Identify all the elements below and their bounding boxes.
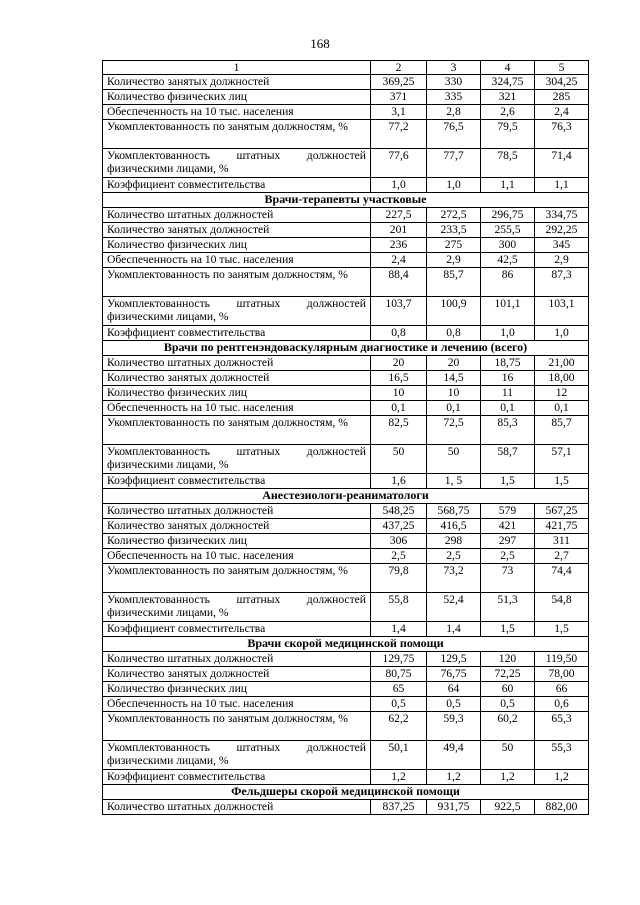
table-row: [103, 741, 589, 770]
column-header: 3: [427, 61, 481, 75]
row-value: 233,5: [427, 223, 481, 238]
row-label: Количество физических лиц: [103, 534, 371, 549]
row-value: 80,75: [371, 667, 427, 682]
row-value: 371: [371, 90, 427, 105]
row-value: 437,25: [371, 519, 427, 534]
row-value: 85,7: [427, 268, 481, 297]
table-row: [103, 712, 589, 741]
table-row: [103, 697, 589, 712]
row-value: 18,75: [481, 356, 535, 371]
row-value: 85,7: [535, 416, 589, 445]
row-value: 421,75: [535, 519, 589, 534]
section-title: Фельдшеры скорой медицинской помощи: [103, 785, 589, 800]
row-value: 2,7: [535, 549, 589, 564]
section-header-row: [103, 489, 589, 504]
table-row: [103, 682, 589, 697]
staffing-table: [102, 60, 589, 815]
row-value: 58,7: [481, 445, 535, 474]
row-label: Количество занятых должностей: [103, 223, 371, 238]
row-value: 86: [481, 268, 535, 297]
row-label: Укомплектованность по занятым должностям, %: [103, 564, 371, 593]
row-value: 62,2: [371, 712, 427, 741]
table-row: [103, 800, 589, 815]
row-value: 837,25: [371, 800, 427, 815]
row-value: 227,5: [371, 208, 427, 223]
row-label: Обеспеченность на 10 тыс. населения: [103, 105, 371, 120]
row-label: Укомплектованность по занятым должностям, %: [103, 712, 371, 741]
row-value: 1,0: [371, 178, 427, 193]
row-value: 85,3: [481, 416, 535, 445]
column-header-row: [103, 61, 589, 75]
row-value: 101,1: [481, 297, 535, 326]
row-value: 2,9: [535, 253, 589, 268]
row-label: Укомплектованность по занятым должностям, %: [103, 416, 371, 445]
row-value: 20: [427, 356, 481, 371]
row-value: 922,5: [481, 800, 535, 815]
row-value: 79,5: [481, 120, 535, 149]
table-row: [103, 178, 589, 193]
table-row: [103, 75, 589, 90]
section-header-row: [103, 193, 589, 208]
row-value: 296,75: [481, 208, 535, 223]
row-label: Количество занятых должностей: [103, 519, 371, 534]
row-value: 66: [535, 682, 589, 697]
table-row: [103, 549, 589, 564]
row-value: 0,1: [535, 401, 589, 416]
row-value: 369,25: [371, 75, 427, 90]
row-value: 77,7: [427, 149, 481, 178]
row-value: 72,25: [481, 667, 535, 682]
table-row: [103, 534, 589, 549]
row-value: 345: [535, 238, 589, 253]
row-value: 16,5: [371, 371, 427, 386]
row-value: 324,75: [481, 75, 535, 90]
row-value: 16: [481, 371, 535, 386]
table-row: [103, 474, 589, 489]
row-value: 300: [481, 238, 535, 253]
row-value: 882,00: [535, 800, 589, 815]
row-value: 119,50: [535, 652, 589, 667]
row-value: 14,5: [427, 371, 481, 386]
row-value: 60: [481, 682, 535, 697]
row-label: Количество штатных должностей: [103, 356, 371, 371]
row-value: 74,4: [535, 564, 589, 593]
row-value: 236: [371, 238, 427, 253]
table-row: [103, 223, 589, 238]
row-value: 51,3: [481, 593, 535, 622]
row-label: Обеспеченность на 10 тыс. населения: [103, 401, 371, 416]
row-value: 1,1: [535, 178, 589, 193]
row-value: 416,5: [427, 519, 481, 534]
row-value: 2,4: [535, 105, 589, 120]
table-row: [103, 149, 589, 178]
row-value: 65,3: [535, 712, 589, 741]
row-value: 297: [481, 534, 535, 549]
table-row: [103, 105, 589, 120]
row-value: 285: [535, 90, 589, 105]
row-label: Коэффициент совместительства: [103, 474, 371, 489]
row-value: 0,6: [535, 697, 589, 712]
table-row: [103, 238, 589, 253]
row-value: 2,9: [427, 253, 481, 268]
row-value: 79,8: [371, 564, 427, 593]
section-title: Врачи скорой медицинской помощи: [103, 637, 589, 652]
row-value: 292,25: [535, 223, 589, 238]
row-value: 298: [427, 534, 481, 549]
section-header-row: [103, 637, 589, 652]
row-value: 42,5: [481, 253, 535, 268]
table-row: [103, 356, 589, 371]
table-row: [103, 401, 589, 416]
row-value: 0,5: [481, 697, 535, 712]
row-value: 87,3: [535, 268, 589, 297]
row-value: 100,9: [427, 297, 481, 326]
row-value: 1,0: [535, 326, 589, 341]
row-label: Обеспеченность на 10 тыс. населения: [103, 253, 371, 268]
table-row: [103, 326, 589, 341]
row-value: 0,1: [371, 401, 427, 416]
row-value: 1, 5: [427, 474, 481, 489]
section-title: Анестезиологи-реаниматологи: [103, 489, 589, 504]
row-label: Количество штатных должностей: [103, 800, 371, 815]
row-value: 54,8: [535, 593, 589, 622]
row-label: Обеспеченность на 10 тыс. населения: [103, 549, 371, 564]
row-value: 3,1: [371, 105, 427, 120]
row-value: 568,75: [427, 504, 481, 519]
row-value: 304,25: [535, 75, 589, 90]
table-row: [103, 253, 589, 268]
row-label: Коэффициент совместительства: [103, 770, 371, 785]
row-value: 1,6: [371, 474, 427, 489]
table-row: [103, 371, 589, 386]
row-value: 50: [371, 445, 427, 474]
row-value: 78,5: [481, 149, 535, 178]
row-label: Коэффициент совместительства: [103, 622, 371, 637]
row-value: 2,5: [481, 549, 535, 564]
row-value: 73: [481, 564, 535, 593]
row-label: Количество занятых должностей: [103, 75, 371, 90]
row-value: 59,3: [427, 712, 481, 741]
row-label: Количество физических лиц: [103, 90, 371, 105]
column-header: 4: [481, 61, 535, 75]
section-header-row: [103, 785, 589, 800]
row-value: 55,3: [535, 741, 589, 770]
row-value: 2,5: [371, 549, 427, 564]
table-row: [103, 667, 589, 682]
table-row: [103, 120, 589, 149]
row-label: Укомплектованность по занятым должностям, %: [103, 268, 371, 297]
row-label: Укомплектованность штатных должностей физическими лицами, %: [103, 445, 371, 474]
row-label: Укомплектованность штатных должностей физическими лицами, %: [103, 593, 371, 622]
row-value: 1,5: [535, 622, 589, 637]
row-value: 18,00: [535, 371, 589, 386]
table-row: [103, 208, 589, 223]
row-label: Коэффициент совместительства: [103, 326, 371, 341]
row-label: Количество физических лиц: [103, 238, 371, 253]
row-label: Количество штатных должностей: [103, 504, 371, 519]
row-value: 201: [371, 223, 427, 238]
table-row: [103, 90, 589, 105]
table-row: [103, 504, 589, 519]
row-value: 335: [427, 90, 481, 105]
row-label: Укомплектованность штатных должностей физическими лицами, %: [103, 297, 371, 326]
row-value: 567,25: [535, 504, 589, 519]
table-row: [103, 622, 589, 637]
row-value: 76,75: [427, 667, 481, 682]
row-value: 2,4: [371, 253, 427, 268]
row-value: 1,5: [481, 622, 535, 637]
row-value: 50,1: [371, 741, 427, 770]
row-value: 2,8: [427, 105, 481, 120]
row-value: 77,6: [371, 149, 427, 178]
row-value: 120: [481, 652, 535, 667]
row-value: 129,5: [427, 652, 481, 667]
row-value: 2,6: [481, 105, 535, 120]
section-title: Врачи-терапевты участковые: [103, 193, 589, 208]
row-value: 0,1: [481, 401, 535, 416]
row-value: 103,1: [535, 297, 589, 326]
table-row: [103, 652, 589, 667]
row-value: 10: [371, 386, 427, 401]
row-value: 548,25: [371, 504, 427, 519]
row-value: 1,2: [535, 770, 589, 785]
row-label: Количество занятых должностей: [103, 371, 371, 386]
row-value: 1,0: [427, 178, 481, 193]
table-row: [103, 519, 589, 534]
row-value: 321: [481, 90, 535, 105]
row-value: 421: [481, 519, 535, 534]
row-value: 1,4: [427, 622, 481, 637]
row-label: Количество физических лиц: [103, 386, 371, 401]
row-value: 73,2: [427, 564, 481, 593]
row-value: 52,4: [427, 593, 481, 622]
row-label: Коэффициент совместительства: [103, 178, 371, 193]
row-label: Количество штатных должностей: [103, 208, 371, 223]
row-value: 12: [535, 386, 589, 401]
row-label: Обеспеченность на 10 тыс. населения: [103, 697, 371, 712]
row-value: 579: [481, 504, 535, 519]
row-label: Укомплектованность штатных должностей физическими лицами, %: [103, 149, 371, 178]
table-row: [103, 564, 589, 593]
row-value: 64: [427, 682, 481, 697]
row-value: 275: [427, 238, 481, 253]
row-value: 0,1: [427, 401, 481, 416]
row-value: 1,5: [535, 474, 589, 489]
row-value: 103,7: [371, 297, 427, 326]
row-value: 1,0: [481, 326, 535, 341]
row-value: 57,1: [535, 445, 589, 474]
row-value: 49,4: [427, 741, 481, 770]
column-header: 1: [103, 61, 371, 75]
row-value: 77,2: [371, 120, 427, 149]
column-header: 5: [535, 61, 589, 75]
row-label: Количество штатных должностей: [103, 652, 371, 667]
row-value: 0,5: [427, 697, 481, 712]
row-value: 1,1: [481, 178, 535, 193]
row-label: Укомплектованность штатных должностей физическими лицами, %: [103, 741, 371, 770]
row-value: 1,2: [481, 770, 535, 785]
table-row: [103, 268, 589, 297]
page-number: 168: [310, 36, 330, 51]
table-row: [103, 297, 589, 326]
row-value: 60,2: [481, 712, 535, 741]
row-value: 311: [535, 534, 589, 549]
row-value: 1,4: [371, 622, 427, 637]
row-value: 50: [481, 741, 535, 770]
row-value: 20: [371, 356, 427, 371]
table-row: [103, 593, 589, 622]
row-value: 71,4: [535, 149, 589, 178]
row-value: 76,3: [535, 120, 589, 149]
row-label: Количество занятых должностей: [103, 667, 371, 682]
row-value: 11: [481, 386, 535, 401]
table-row: [103, 386, 589, 401]
row-value: 65: [371, 682, 427, 697]
row-label: Укомплектованность по занятым должностям, %: [103, 120, 371, 149]
table-row: [103, 416, 589, 445]
section-title: Врачи по рентгенэндоваскулярным диагностике и лечению (всего): [103, 341, 589, 356]
row-value: 82,5: [371, 416, 427, 445]
section-header-row: [103, 341, 589, 356]
row-value: 129,75: [371, 652, 427, 667]
row-value: 1,5: [481, 474, 535, 489]
row-value: 78,00: [535, 667, 589, 682]
row-value: 76,5: [427, 120, 481, 149]
row-value: 255,5: [481, 223, 535, 238]
row-value: 931,75: [427, 800, 481, 815]
column-header: 2: [371, 61, 427, 75]
row-value: 272,5: [427, 208, 481, 223]
row-value: 72,5: [427, 416, 481, 445]
row-value: 1,2: [427, 770, 481, 785]
row-value: 0,8: [427, 326, 481, 341]
row-value: 0,8: [371, 326, 427, 341]
table-row: [103, 445, 589, 474]
row-value: 1,2: [371, 770, 427, 785]
row-value: 306: [371, 534, 427, 549]
row-value: 0,5: [371, 697, 427, 712]
row-value: 88,4: [371, 268, 427, 297]
row-value: 55,8: [371, 593, 427, 622]
row-value: 334,75: [535, 208, 589, 223]
table-row: [103, 770, 589, 785]
row-value: 50: [427, 445, 481, 474]
row-label: Количество физических лиц: [103, 682, 371, 697]
row-value: 10: [427, 386, 481, 401]
row-value: 2,5: [427, 549, 481, 564]
row-value: 330: [427, 75, 481, 90]
row-value: 21,00: [535, 356, 589, 371]
